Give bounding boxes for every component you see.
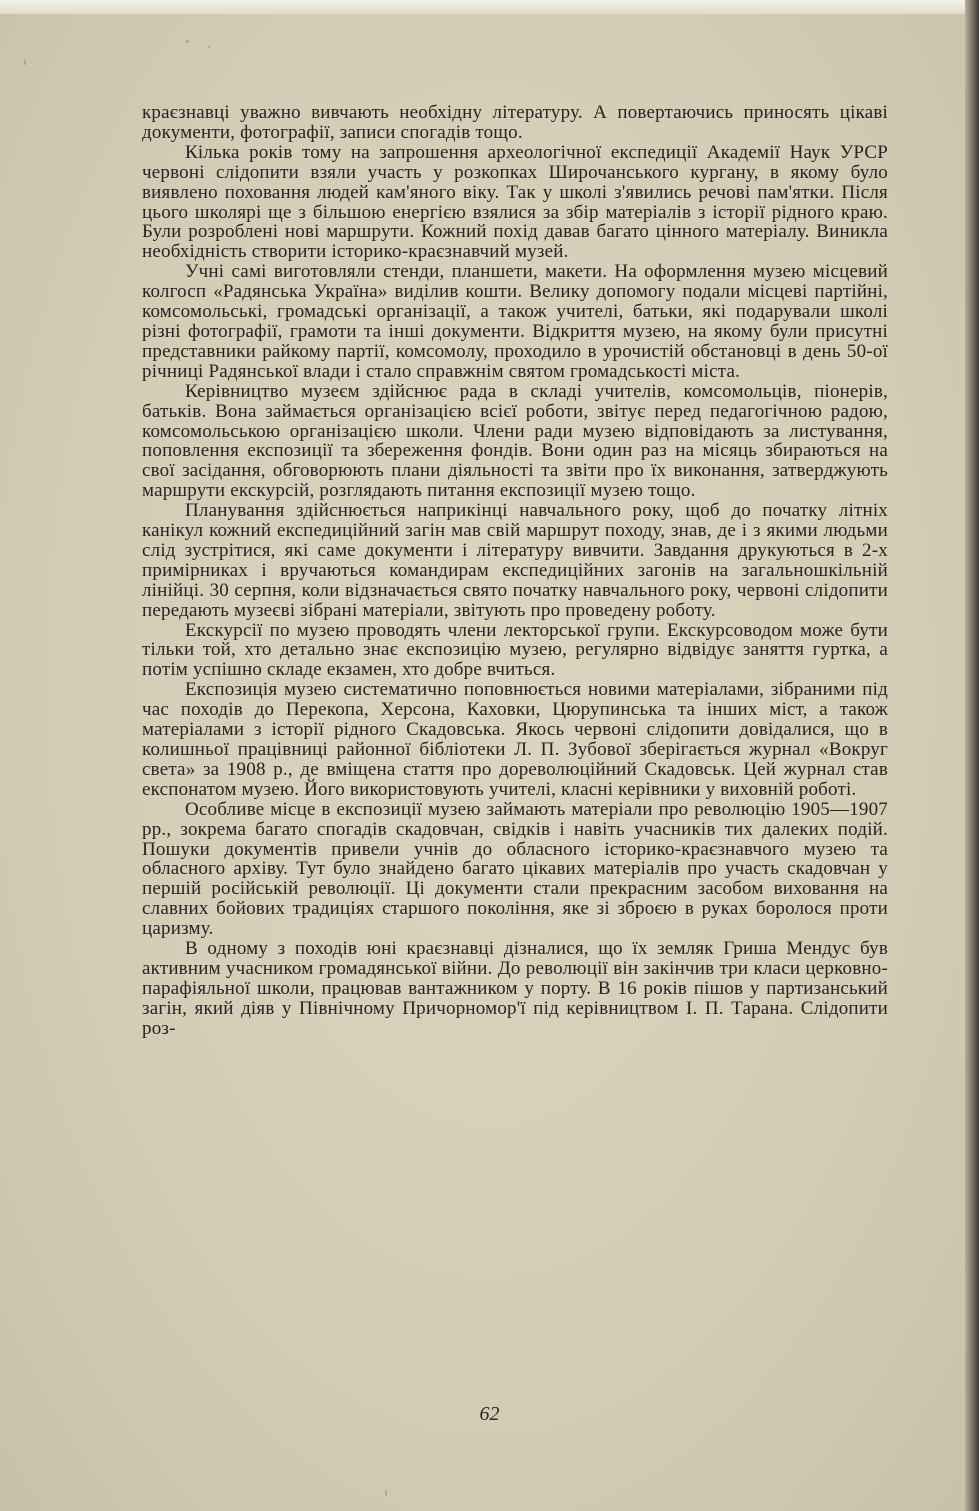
paper-speck (24, 60, 26, 65)
paragraph: Експозиція музею систематично поповнюється новими матеріалами, зібраними під час походів до Перекопа, Херсона, Каховки, Цюрупинська та інших міст, а також матеріалами з історії рідного Скадовська. Якось червоні слідопити довідалися, що в колишньої працівниці районної бібліотеки Л. П. Зубової зберігається журнал «Вокруг света» за 1908 р., де вміщена стаття про дореволюційний Скадовськ. Цей журнал став експонатом музею. Його використовують учителі, класні керівники у виховній роботі. (142, 679, 888, 800)
paper-speck (208, 46, 210, 48)
page-top-edge (0, 0, 979, 14)
paragraph: Особливе місце в експозиції музею займають матеріали про революцію 1905—1907 рр., зокрема багато спогадів скадовчан, свідків і навіть учасників тих далеких подій. Пошуки документів привели учнів до обласного історико-краєзнавчого музею та обласного архіву. Тут було знайдено багато цікавих матеріалів про участь скадовчан у першій російській революції. Ці документи стали прекрасним засобом виховання на славних бойових традиціях старшого покоління, яке зі зброєю в руках боролося проти царизму. (142, 798, 888, 940)
paper-speck (186, 40, 189, 43)
page-number: 62 (479, 1403, 500, 1425)
paragraph: краєзнавці уважно вивчають необхідну літературу. А повертаючись приносять цікаві документи, фотографії, записи спогадів тощо. (142, 102, 888, 143)
paragraph: Керівництво музеєм здійснює рада в складі учителів, комсомольців, піонерів, батьків. Вона займається організацією всієї роботи, звітує перед педагогічною радою, комсомольською організацією школи. Члени ради музею відповідають за листування, поповлення експозиції та збереження фондів. Вони один раз на місяць збираються на свої засідання, обговорюють плани діяльності та звіти про їх виконання, затверджують маршрути екскурсій, розглядають питання експозиції музею тощо. (142, 380, 888, 502)
paragraph: Екскурсії по музею проводять члени лекторської групи. Екскурсоводом може бути тільки той, хто детально знає експозицію музею, регулярно відвідує заняття гуртка, а потім успішно складе екзамен, хто добре вчиться. (142, 619, 888, 681)
body-text (142, 103, 888, 1039)
paragraph: Учні самі виготовляли стенди, планшети, макети. На оформлення музею місцевий колгосп «Радянська Україна» виділив кошти. Велику допомогу подали місцеві партійні, комсомольські, громадські організації, а також учителі, батьки, які подарували школі різні фотографії, грамоти та інші документи. Відкриття музею, на якому були присутні представники райкому партії, комсомолу, проходило в урочистій обстановці в день 50-ої річниці Радянської влади і стало справжнім святом громадськості міста. (142, 261, 888, 382)
paragraph: Планування здійснюється наприкінці навчального року, щоб до початку літніх канікул кожний експедиційний загін мав свій маршрут походу, знав, де і з якими людьми слід зустрітися, які саме документи і літературу вивчити. Завдання друкуються в 2-х примірниках і вручаються командирам експедиційних загонів на загальношкільній лінійці. 30 серпня, коли відзначається свято початку навчального року, червоні слідопити передають музеєві зібрані матеріали, звітують про проведену роботу. (142, 500, 888, 621)
paper-speck (385, 1490, 387, 1496)
book-spine-shadow (965, 0, 979, 1511)
paragraph: Кілька років тому на запрошення археологічної експедиції Академії Наук УРСР червоні слідопити взяли участь у розкопках Широчанського кургану, в якому було виявлено поховання людей кам'яного віку. Так у школі з'явились речові пам'ятки. Після цього школярі ще з більшою енергією взялися за збір матеріалів з історії рідного краю. Були розроблені нові маршрути. Кожний похід давав багато цінного матеріалу. Виникла необхідність створити історико-краєзнавчий музей. (142, 141, 888, 263)
paragraph: В одному з походів юні краєзнавці дізналися, що їх земляк Гриша Мендус був активним учасником громадянської війни. До революції він закінчив три класи церковно-парафіяльної школи, працював вантажником у порту. В 16 років пішов у партизанський загін, який діяв у Північному Причорномор'ї під керівництвом І. П. Тарана. Слідопити роз- (142, 938, 888, 1039)
